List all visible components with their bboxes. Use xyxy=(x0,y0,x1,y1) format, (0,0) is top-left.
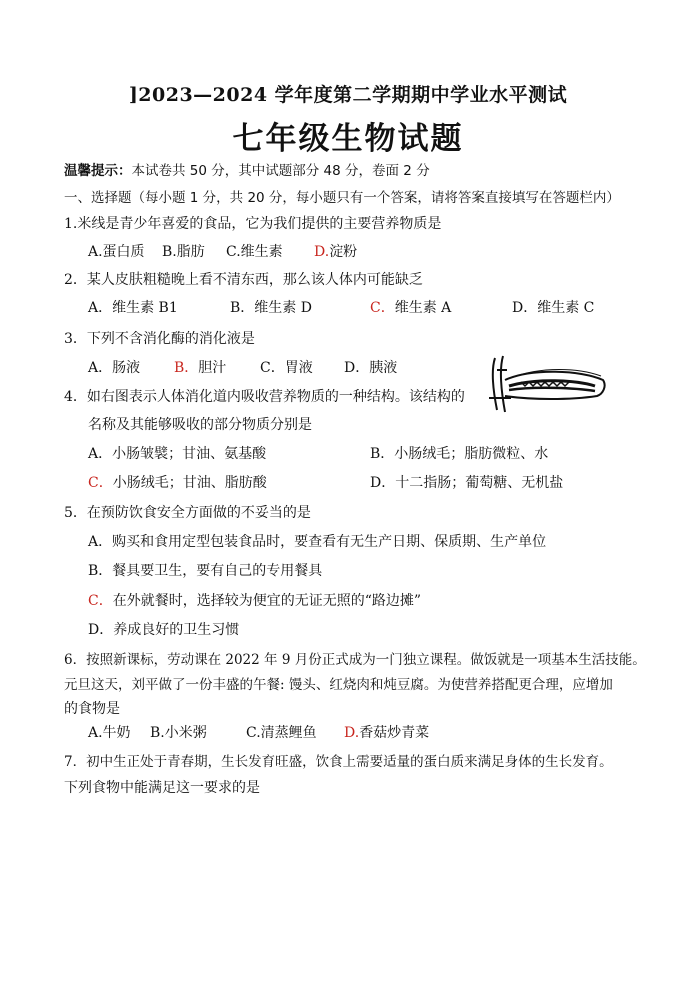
q4-option-c-letter: C． xyxy=(88,475,113,491)
section-heading: 一、选择题（每小题 1 分，共 20 分，每小题只有一个答案，请将答案直接填写在答题栏内） xyxy=(64,190,620,206)
q5-option-a: A．购买和食用定型包装食品时，要查看有无生产日期、保质期、生产单位 xyxy=(88,534,547,550)
q6-option-c: C.清蒸鲤鱼 xyxy=(246,725,317,741)
q3-option-b-text: 胆汁 xyxy=(198,360,227,376)
question-4-stem-line2: 名称及其能够吸收的部分物质分别是 xyxy=(88,417,312,433)
tip-text: 本试卷共 50 分，其中试题部分 48 分，卷面 2 分 xyxy=(131,163,430,179)
q2-option-c-text: 维生素 A xyxy=(394,300,452,316)
question-3-stem: 3．下列不含消化酶的消化液是 xyxy=(64,331,255,347)
q6-option-d-letter: D. xyxy=(344,725,360,741)
q5-option-d: D．养成良好的卫生习惯 xyxy=(88,622,240,638)
tip-label: 温馨提示： xyxy=(64,163,132,179)
q2-option-a: A．维生素 B1 xyxy=(88,300,178,316)
q4-option-c-text: 小肠绒毛；甘油、脂肪酸 xyxy=(112,475,267,491)
q6-option-d xyxy=(344,722,429,742)
q1-option-b: B.脂肪 xyxy=(162,244,205,260)
q4-option-d: D．十二指肠；葡萄糖、无机盐 xyxy=(370,475,564,491)
q2-option-c-letter: C． xyxy=(370,300,395,316)
question-7-stem-line1: 7．初中生正处于青春期，生长发育旺盛，饮食上需要适量的蛋白质来满足身体的生长发育。 xyxy=(64,754,613,770)
q3-option-d: D．胰液 xyxy=(344,360,398,376)
question-6-stem-line3: 的食物是 xyxy=(64,701,120,717)
q4-option-c xyxy=(88,472,267,492)
q3-option-a: A．肠液 xyxy=(88,360,141,376)
question-6-stem-line1: 6．按照新课标，劳动课在 2022 年 9 月份正式成为一门独立课程。做饭就是一项基本生活技能。 xyxy=(64,652,646,668)
exam-title: 七年级生物试题 xyxy=(232,121,464,157)
question-2-stem: 2．某人皮肤粗糙晚上看不清东西，那么该人体内可能缺乏 xyxy=(64,272,423,288)
question-4-stem-line1: 4．如右图表示人体消化道内吸收营养物质的一种结构。该结构的 xyxy=(64,389,465,405)
q6-option-d-text: 香菇炒青菜 xyxy=(359,725,430,741)
q1-option-c: C.维生素 xyxy=(226,244,283,260)
q1-option-a: A.蛋白质 xyxy=(88,244,145,260)
q5-option-c-text: 在外就餐时，选择较为便宜的无证无照的“路边摊” xyxy=(112,593,422,609)
q3-option-c: C．胃液 xyxy=(260,360,313,376)
question-1-stem: 1.米线是青少年喜爱的食品，它为我们提供的主要营养物质是 xyxy=(64,216,442,232)
q1-option-d xyxy=(314,241,357,261)
q4-option-a: A．小肠皱襞；甘油、氨基酸 xyxy=(88,446,267,462)
question-5-stem: 5．在预防饮食安全方面做的不妥当的是 xyxy=(64,505,311,521)
q5-option-b: B．餐具要卫生，要有自己的专用餐具 xyxy=(88,563,323,579)
q2-option-c xyxy=(370,297,451,317)
q2-option-b: B．维生素 D xyxy=(230,300,312,316)
q3-option-b xyxy=(174,357,226,377)
q6-option-b: B.小米粥 xyxy=(150,725,207,741)
villus-figure xyxy=(481,350,611,420)
question-6-stem-line2: 元旦这天，刘平做了一份丰盛的午餐: 馒头、红烧肉和炖豆腐。为使营养搭配更合理，应增加 xyxy=(64,677,613,693)
exam-term-header: ]2023—2024 学年度第二学期期中学业水平测试 xyxy=(128,84,568,106)
q5-option-c-letter: C． xyxy=(88,593,113,609)
q6-option-a: A.牛奶 xyxy=(88,725,131,741)
q1-option-d-letter: D. xyxy=(314,244,330,260)
q2-option-d: D．维生素 C xyxy=(512,300,595,316)
tip-line xyxy=(64,159,430,179)
question-7-stem-line2: 下列食物中能满足这一要求的是 xyxy=(64,780,260,796)
villus-drawing xyxy=(489,356,605,412)
q3-option-b-letter: B． xyxy=(174,360,199,376)
q1-option-d-text: 淀粉 xyxy=(329,244,358,260)
q4-option-b: B．小肠绒毛；脂肪微粒、水 xyxy=(370,446,549,462)
q5-option-c xyxy=(88,590,421,610)
